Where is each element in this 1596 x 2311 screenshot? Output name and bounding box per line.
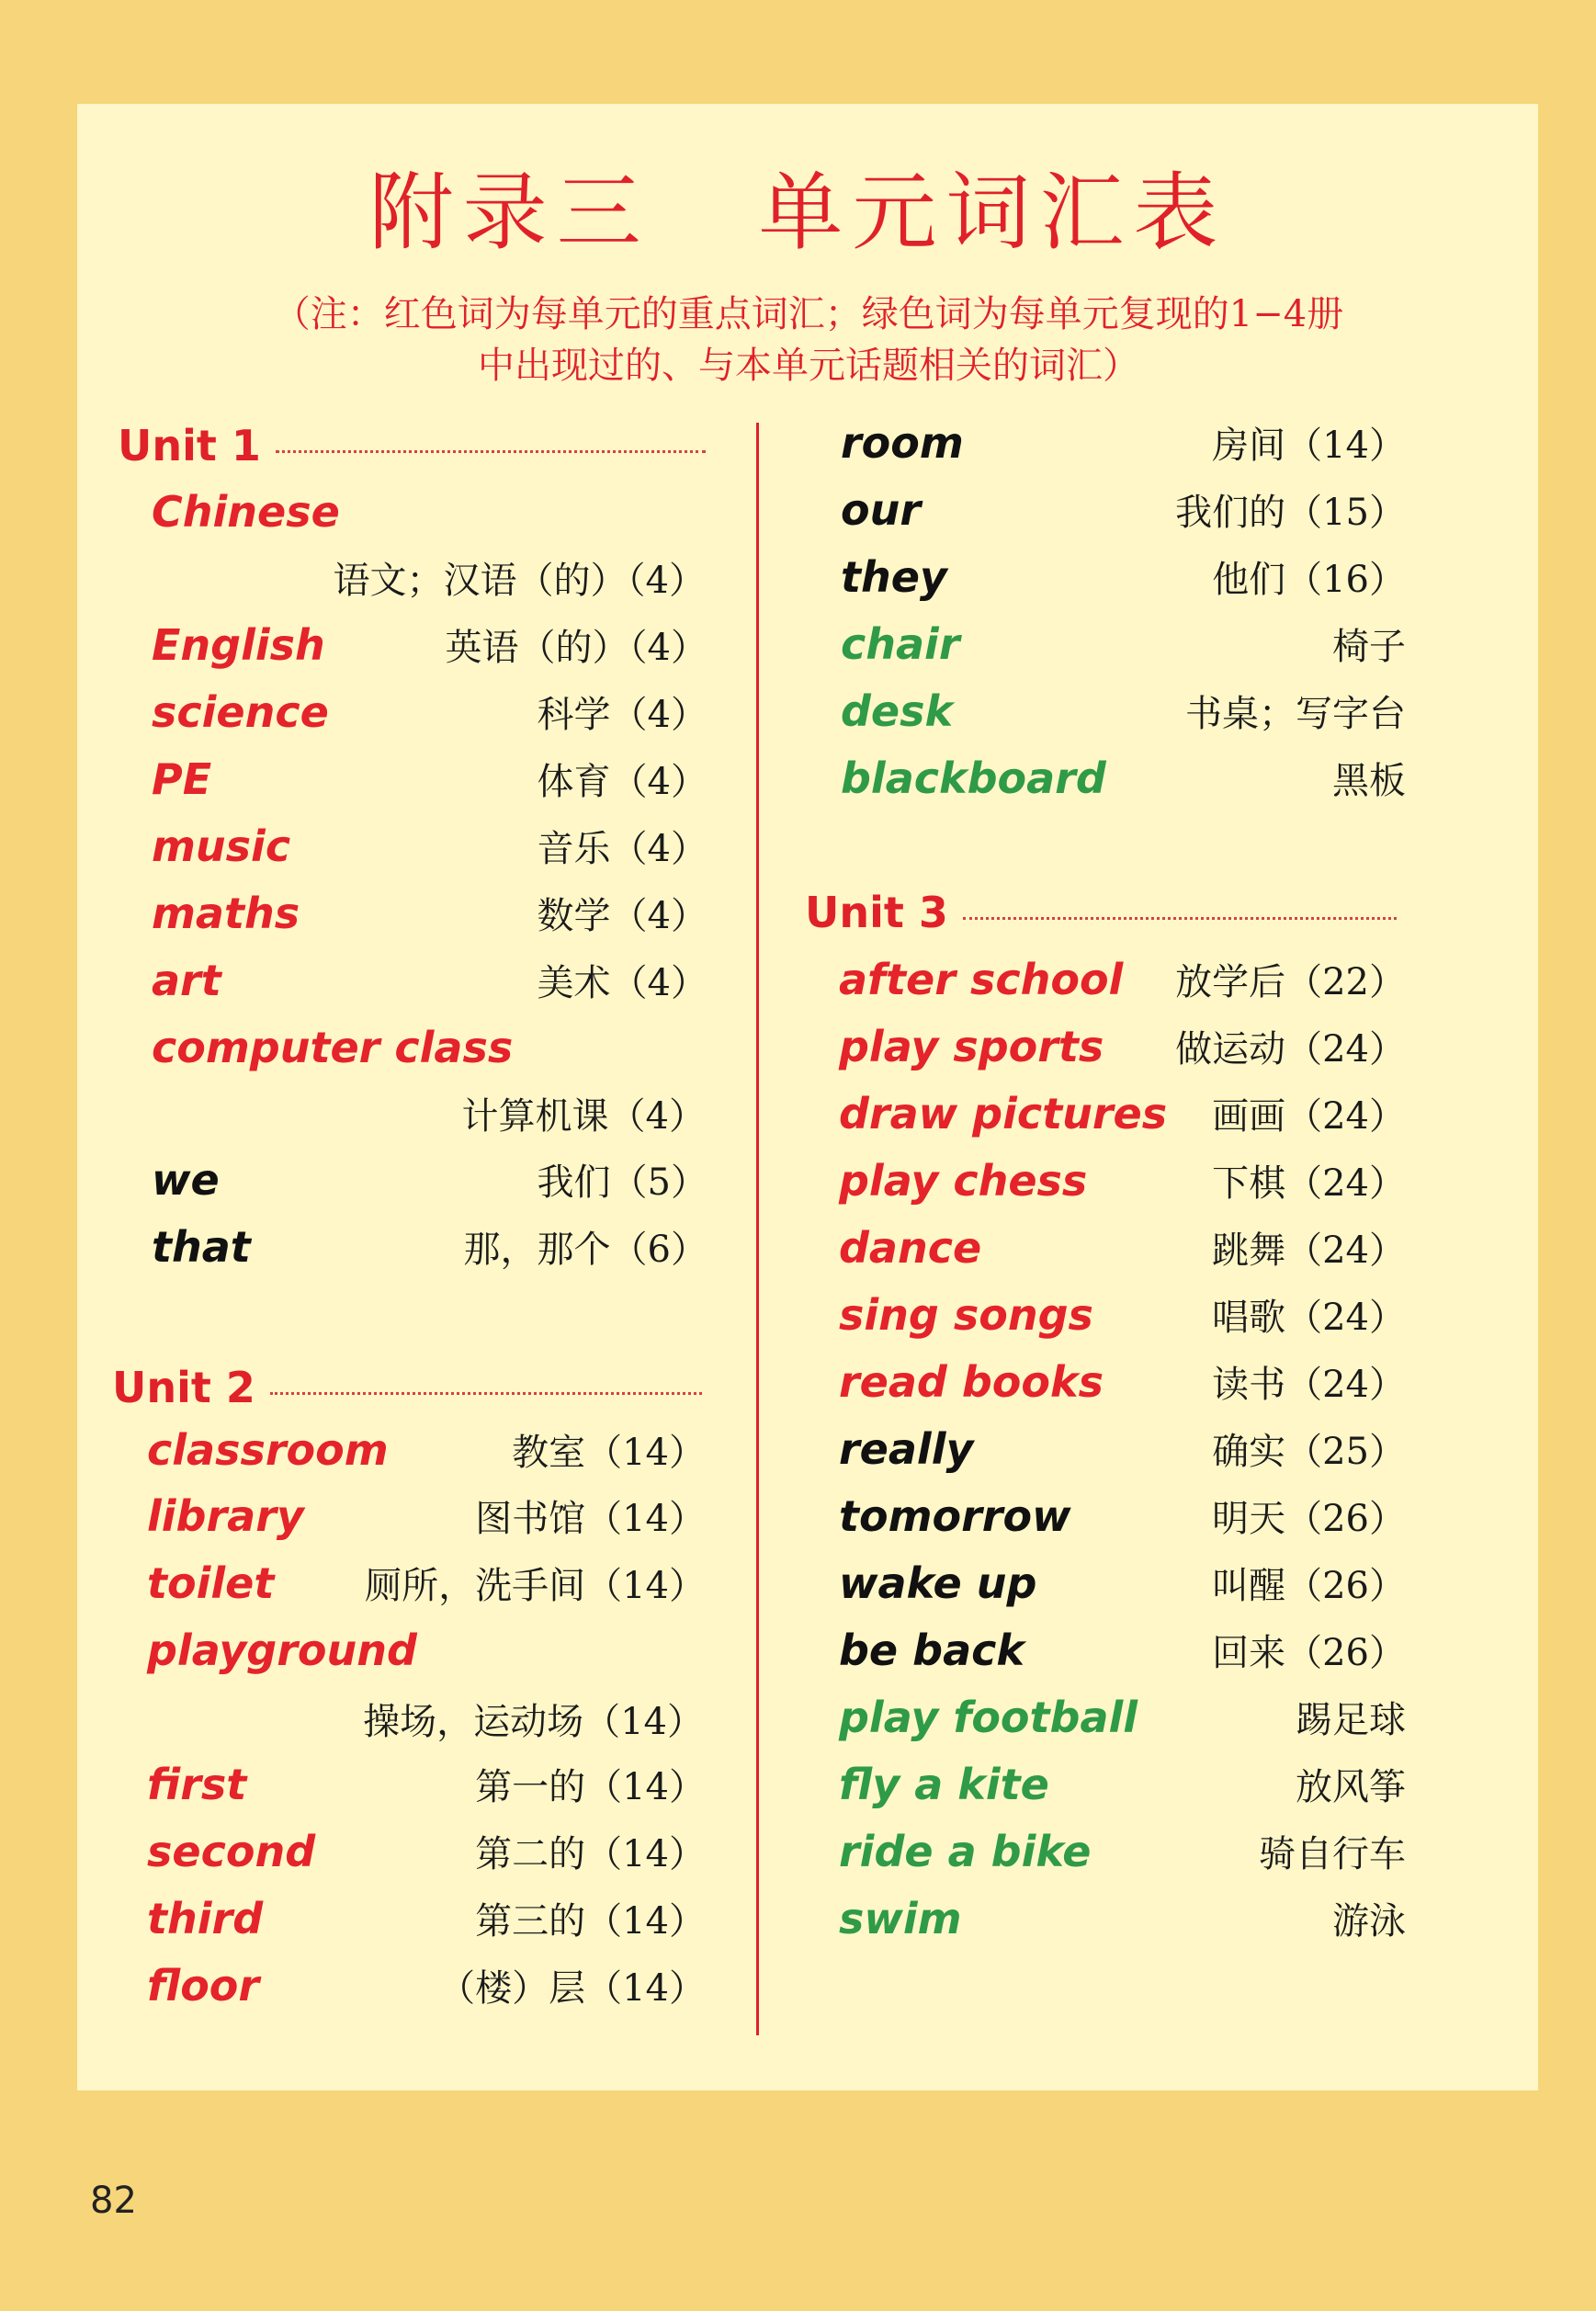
vocab-chinese: 叫醒（26） [1212,1565,1406,1607]
vocab-row [152,879,707,946]
vocab-row [147,1549,706,1616]
vocab-english: play chess [839,1155,1088,1206]
vocab-english: ride a bike [839,1826,1092,1876]
vocab-english: classroom [147,1424,389,1475]
vocab-row [147,1952,706,2019]
vocab-row [839,1818,1406,1885]
vocab-chinese: 放风筝 [1296,1766,1406,1808]
vocab-chinese: 那，那个（6） [463,1229,707,1271]
vocab-chinese: 科学（4） [537,694,707,736]
vocab-row [147,1416,706,1483]
vocab-english: our [841,484,922,535]
vocab-chinese: 第一的（14） [475,1766,706,1808]
vocab-row [841,543,1406,610]
vocab-english: that [152,1221,251,1272]
chinese-translation: 语文；汉语（的）（4） [333,560,706,602]
vocab-row [147,1818,706,1885]
vocab-row [839,1013,1406,1080]
vocab-english: Chinese [152,486,340,537]
vocab-chinese: 踢足球 [1296,1699,1406,1741]
vocab-row [152,1014,707,1081]
vocab-english: English [152,619,325,670]
vocab-chinese: 第三的（14） [475,1900,706,1943]
page-title: 附录三 单元词汇表 [368,164,1228,262]
vocab-english: room [841,417,964,468]
vocab-chinese: 美术（4） [537,962,707,1004]
vocab-row [147,1885,706,1952]
vocab-english: draw pictures [839,1088,1168,1139]
vocab-english: play football [839,1692,1138,1742]
vocab-english: really [839,1423,974,1474]
vocab-english: wake up [839,1558,1037,1608]
vocab-row [839,1214,1406,1281]
note-line-1: （注：红色词为每单元的重点词汇；绿色词为每单元复现的1−4册 [273,293,1344,335]
vocab-row [147,1750,706,1818]
vocab-row [839,1616,1406,1683]
vocab-chinese: 游泳 [1332,1900,1406,1943]
vocab-chinese: 音乐（4） [537,828,707,870]
vocab-row [152,678,707,745]
vocab-english: sing songs [839,1289,1093,1340]
vocab-english: art [152,955,221,1005]
vocab-row [152,812,707,879]
vocab-chinese: 我们的（15） [1175,492,1406,534]
vocab-row [152,745,707,812]
vocab-english: desk [841,685,954,736]
vocab-chinese: 回来（26） [1212,1632,1406,1674]
vocab-chinese: 读书（24） [1212,1364,1406,1406]
page-number: 82 [90,2180,137,2222]
vocab-english: maths [152,888,300,938]
vocab-row [841,677,1406,744]
vocab-row [839,1482,1406,1549]
vocab-row [841,409,1406,476]
vocab-row [147,1482,706,1549]
vocab-english: play sports [839,1021,1104,1071]
vocab-row [147,1616,706,1683]
vocab-english: after school [839,954,1124,1004]
vocab-row [839,1415,1406,1482]
vocab-chinese: 我们（5） [537,1161,707,1204]
vocab-chinese: 教室（14） [512,1432,706,1474]
vocab-row [841,610,1406,677]
vocab-chinese: 图书馆（14） [475,1498,706,1540]
vocab-chinese: 他们（16） [1212,559,1406,601]
vocab-row [152,946,707,1014]
vocab-english: fly a kite [839,1759,1049,1809]
vocab-row [152,611,707,678]
vocab-row [839,1683,1406,1750]
vocab-english: dance [839,1222,982,1273]
vocab-english: science [152,686,329,737]
vocab-english: be back [839,1625,1024,1675]
computer-class-translation: 计算机课（4） [461,1095,706,1138]
vocab-chinese: 确实（25） [1212,1431,1406,1473]
vocab-english: tomorrow [839,1490,1071,1541]
vocab-chinese: 书桌；写字台 [1185,693,1406,735]
vocab-row [839,1080,1406,1147]
unit-2-heading: Unit 2 [112,1360,702,1415]
vocab-row [839,1885,1406,1952]
vocab-chinese: 第二的（14） [475,1833,706,1875]
vocab-english: we [152,1154,220,1205]
note-line-2: 中出现过的、与本单元话题相关的词汇） [478,345,1139,387]
vocab-chinese: 骑自行车 [1259,1833,1406,1875]
vocab-row [839,1281,1406,1348]
column-divider [756,423,759,2035]
vocab-chinese: 放学后（22） [1175,961,1406,1003]
vocab-chinese: 做运动（24） [1175,1028,1406,1071]
unit-3-heading: Unit 3 [805,885,1397,940]
vocab-chinese: 画画（24） [1212,1095,1406,1138]
vocab-chinese: 跳舞（24） [1212,1229,1406,1272]
vocab-row [152,1146,707,1213]
playground-translation: 操场，运动场（14） [363,1701,704,1743]
vocab-chinese: 房间（14） [1212,425,1406,467]
vocab-english: first [147,1759,247,1809]
vocab-row [839,1549,1406,1616]
vocab-row [152,478,707,545]
vocab-chinese: 体育（4） [537,761,707,803]
vocab-chinese: （楼）层（14） [438,1967,706,2010]
vocab-chinese: 椅子 [1332,626,1406,668]
vocab-english: playground [147,1625,417,1675]
vocab-english: second [147,1826,316,1876]
vocab-english: they [841,551,947,602]
vocab-chinese: 下棋（24） [1212,1162,1406,1205]
vocab-chinese: 数学（4） [537,895,707,937]
vocab-row [152,1213,707,1280]
vocab-row [839,1750,1406,1818]
vocab-english: library [147,1490,304,1541]
vocab-english: swim [839,1893,962,1943]
vocab-english: toilet [147,1558,275,1608]
dotted-leader [963,917,1397,920]
vocab-row [839,946,1406,1013]
vocab-chinese: 唱歌（24） [1212,1297,1406,1339]
unit-1-heading: Unit 1 [118,418,706,473]
dotted-leader [270,1392,702,1395]
vocab-row [841,744,1406,811]
vocab-chinese: 厕所，洗手间（14） [365,1565,706,1607]
vocab-english: floor [147,1960,260,2011]
vocab-row [841,476,1406,543]
vocab-english: PE [152,753,212,804]
vocab-english: third [147,1893,264,1943]
vocab-english: chair [841,618,960,669]
vocab-english: music [152,821,291,871]
dotted-leader [276,450,706,453]
vocab-english: blackboard [841,753,1106,803]
vocab-english: read books [839,1356,1104,1407]
vocab-english: computer class [152,1022,514,1072]
vocab-row [839,1147,1406,1214]
vocab-chinese: 黑板 [1332,760,1406,802]
vocab-chinese: 明天（26） [1212,1498,1406,1540]
vocab-row [839,1348,1406,1415]
vocab-chinese: 英语（的）（4） [445,627,707,669]
